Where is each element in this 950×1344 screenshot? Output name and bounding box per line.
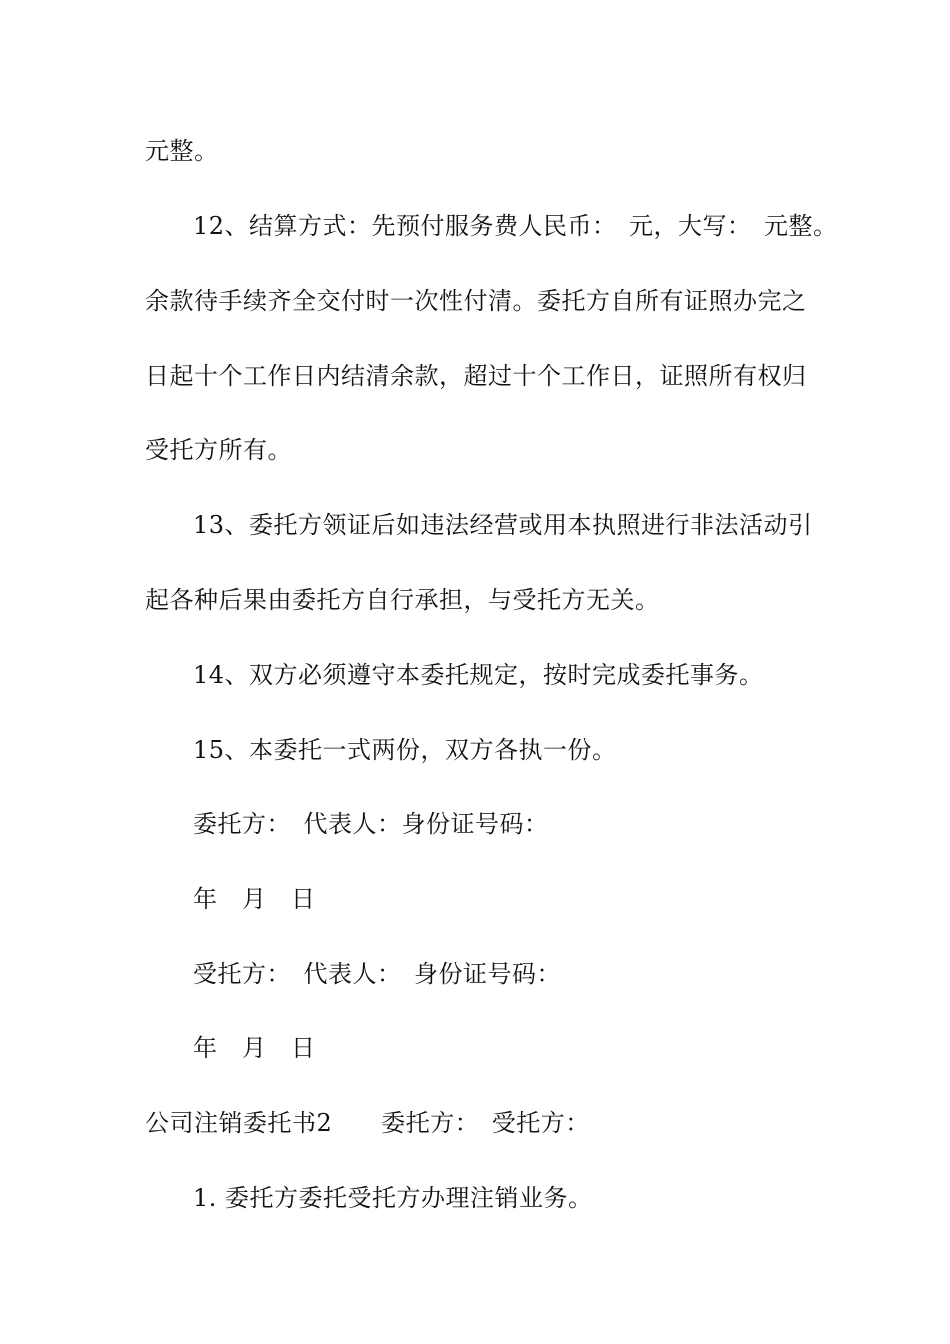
clause-15: 15、本委托一式两份，双方各执一份。 bbox=[193, 736, 617, 764]
principal-date-line: 年 月 日 bbox=[193, 885, 316, 913]
second-document-clause-1: 1. 委托方委托受托方办理注销业务。 bbox=[193, 1184, 593, 1212]
clause-12-settlement: 12、结算方式：先预付服务费人民币： 元，大写： 元整。 bbox=[193, 212, 838, 240]
principal-signature-line: 委托方： 代表人：身份证号码： bbox=[193, 810, 549, 838]
clause-13-line-2: 起各种后果由委托方自行承担，与受托方无关。 bbox=[145, 586, 660, 614]
clause-14: 14、双方必须遵守本委托规定，按时完成委托事务。 bbox=[193, 661, 764, 689]
clause-12-line-3: 日起十个工作日内结清余款，超过十个工作日，证照所有权归 bbox=[145, 362, 807, 390]
paragraph-line-continuation: 元整。 bbox=[145, 137, 219, 165]
clause-13: 13、委托方领证后如违法经营或用本执照进行非法活动引 bbox=[193, 511, 813, 539]
agent-signature-line: 受托方： 代表人： 身份证号码： bbox=[193, 960, 561, 988]
clause-12-line-2: 余款待手续齐全交付时一次性付清。委托方自所有证照办完之 bbox=[145, 287, 807, 315]
agent-date-line: 年 月 日 bbox=[193, 1034, 316, 1062]
clause-12-line-4: 受托方所有。 bbox=[145, 436, 292, 464]
second-document-heading: 公司注销委托书2 委托方： 受托方： bbox=[145, 1109, 590, 1137]
